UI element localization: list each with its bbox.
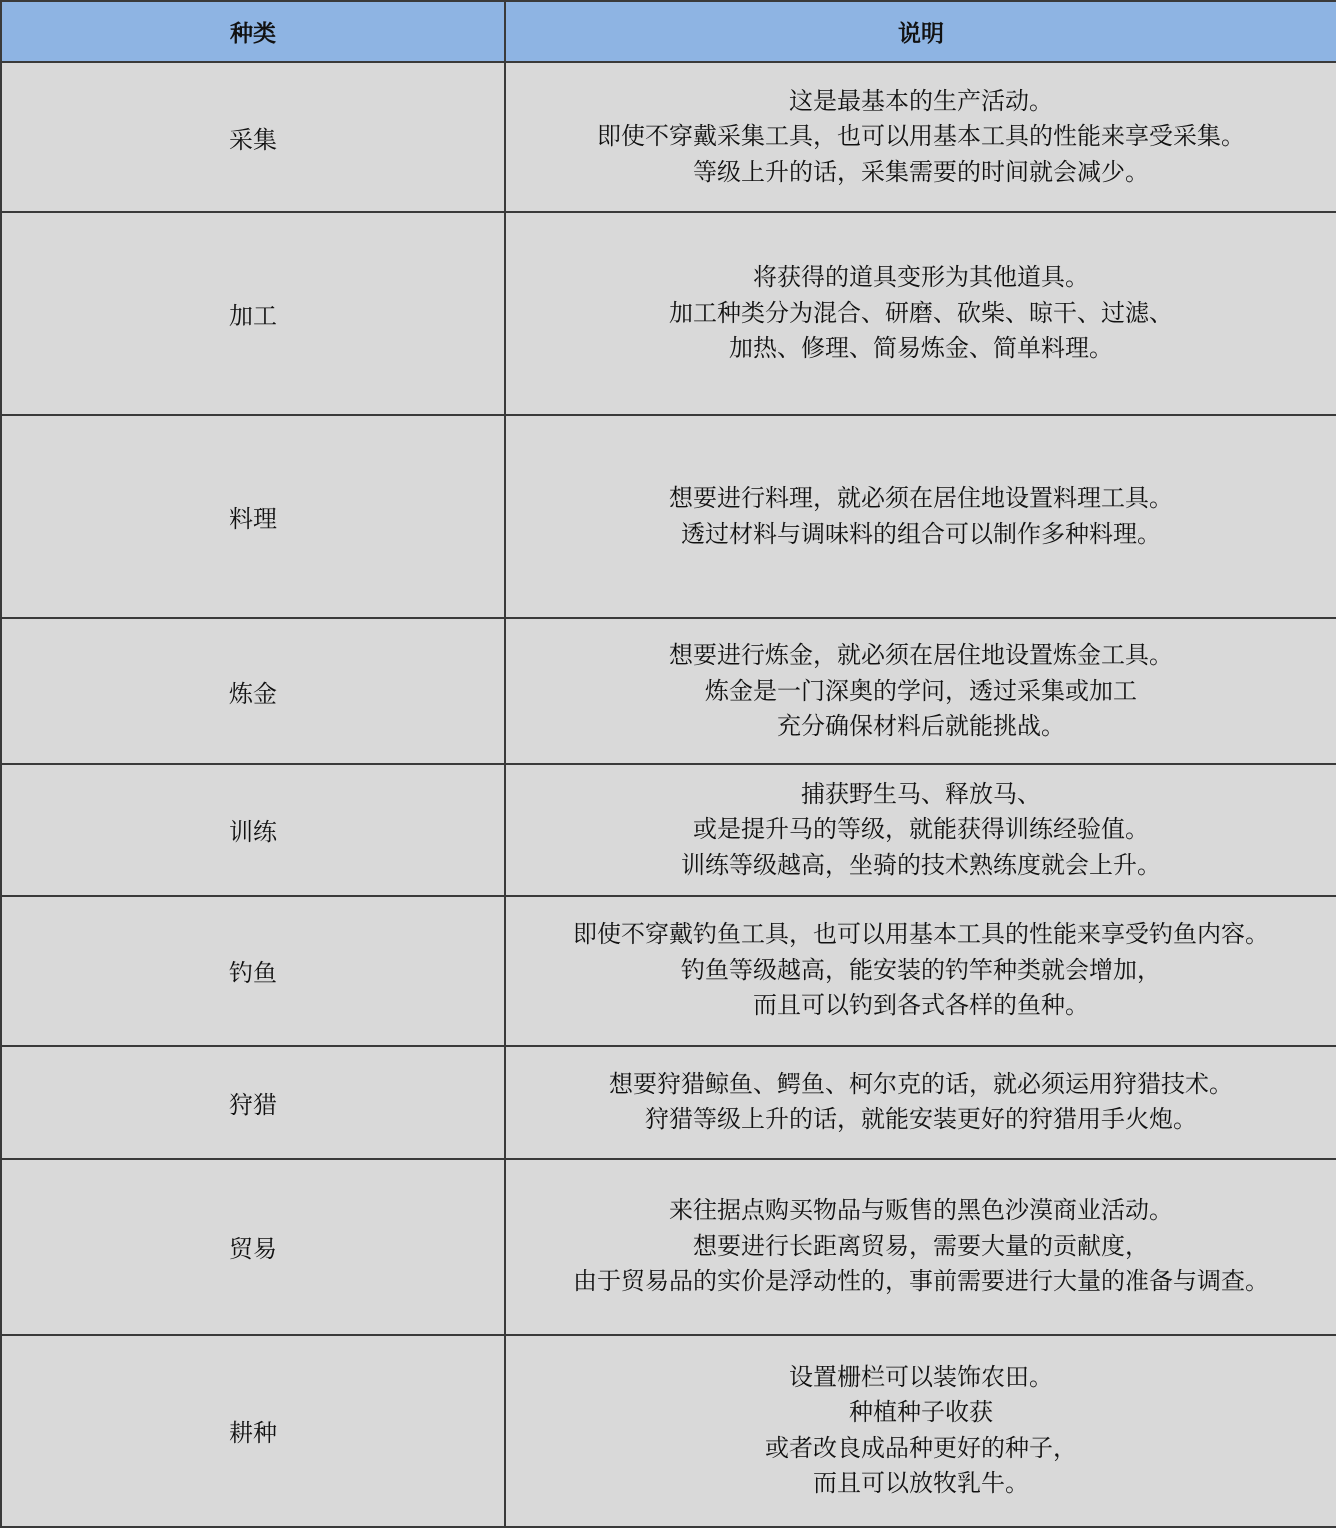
description-line: 种植种子收获 — [849, 1398, 993, 1427]
row-description — [505, 212, 1336, 415]
description-line: 或是提升马的等级，就能获得训练经验值。 — [693, 815, 1149, 844]
table-row — [1, 896, 1336, 1046]
description-line: 将获得的道具变形为其他道具。 — [753, 263, 1089, 292]
description-line: 加工种类分为混合、研磨、砍柴、晾干、过滤、 — [669, 298, 1173, 327]
table-row — [1, 62, 1336, 212]
description-line: 即使不穿戴钓鱼工具，也可以用基本工具的性能来享受钓鱼内容。 — [573, 920, 1269, 949]
description-line: 想要进行料理，就必须在居住地设置料理工具。 — [669, 484, 1173, 513]
row-description — [505, 896, 1336, 1046]
description-line: 或者改良成品种更好的种子， — [765, 1433, 1077, 1462]
description-line: 想要狩猎鲸鱼、鳄鱼、柯尔克的话，就必须运用狩猎技术。 — [609, 1069, 1233, 1098]
row-description — [505, 1335, 1336, 1527]
row-category: 训练 — [1, 764, 505, 895]
row-category: 料理 — [1, 415, 505, 618]
row-description — [505, 1159, 1336, 1335]
table-row — [1, 764, 1336, 895]
description-line: 钓鱼等级越高，能安装的钓竿种类就会增加， — [681, 955, 1161, 984]
row-category: 加工 — [1, 212, 505, 415]
table-row — [1, 1335, 1336, 1527]
row-description — [505, 618, 1336, 764]
row-description — [505, 415, 1336, 618]
header-row — [1, 1, 1336, 62]
description-line: 捕获野生马、释放马、 — [801, 779, 1041, 808]
description-line: 想要进行炼金，就必须在居住地设置炼金工具。 — [669, 641, 1173, 670]
description-line: 训练等级越高，坐骑的技术熟练度就会上升。 — [681, 850, 1161, 879]
row-category: 炼金 — [1, 618, 505, 764]
description-line: 充分确保材料后就能挑战。 — [777, 712, 1065, 741]
table-row — [1, 1046, 1336, 1159]
row-category: 贸易 — [1, 1159, 505, 1335]
description-line: 透过材料与调味料的组合可以制作多种料理。 — [681, 519, 1161, 548]
header-category: 种类 — [1, 1, 505, 62]
row-description — [505, 1046, 1336, 1159]
description-line: 设置栅栏可以装饰农田。 — [789, 1362, 1053, 1391]
description-line: 想要进行长距离贸易，需要大量的贡献度， — [693, 1231, 1149, 1260]
row-category: 采集 — [1, 62, 505, 212]
description-line: 等级上升的话，采集需要的时间就会减少。 — [693, 157, 1149, 186]
table-row — [1, 618, 1336, 764]
description-line: 即使不穿戴采集工具，也可以用基本工具的性能来享受采集。 — [597, 122, 1245, 151]
row-category: 耕种 — [1, 1335, 505, 1527]
header-description: 说明 — [505, 1, 1336, 62]
row-category: 狩猎 — [1, 1046, 505, 1159]
row-category: 钓鱼 — [1, 896, 505, 1046]
description-line: 狩猎等级上升的话，就能安装更好的狩猎用手火炮。 — [645, 1105, 1197, 1134]
description-line: 这是最基本的生产活动。 — [789, 86, 1053, 115]
description-line: 由于贸易品的实价是浮动性的，事前需要进行大量的准备与调查。 — [573, 1267, 1269, 1296]
description-line: 炼金是一门深奥的学问，透过采集或加工 — [705, 676, 1137, 705]
row-description — [505, 764, 1336, 895]
table-row — [1, 1159, 1336, 1335]
table-row — [1, 415, 1336, 618]
row-description — [505, 62, 1336, 212]
table-row — [1, 212, 1336, 415]
description-line: 来往据点购买物品与贩售的黑色沙漠商业活动。 — [669, 1196, 1173, 1225]
description-line: 而且可以放牧乳牛。 — [813, 1469, 1029, 1498]
description-line: 而且可以钓到各式各样的鱼种。 — [753, 991, 1089, 1020]
description-line: 加热、修理、简易炼金、简单料理。 — [729, 334, 1113, 363]
